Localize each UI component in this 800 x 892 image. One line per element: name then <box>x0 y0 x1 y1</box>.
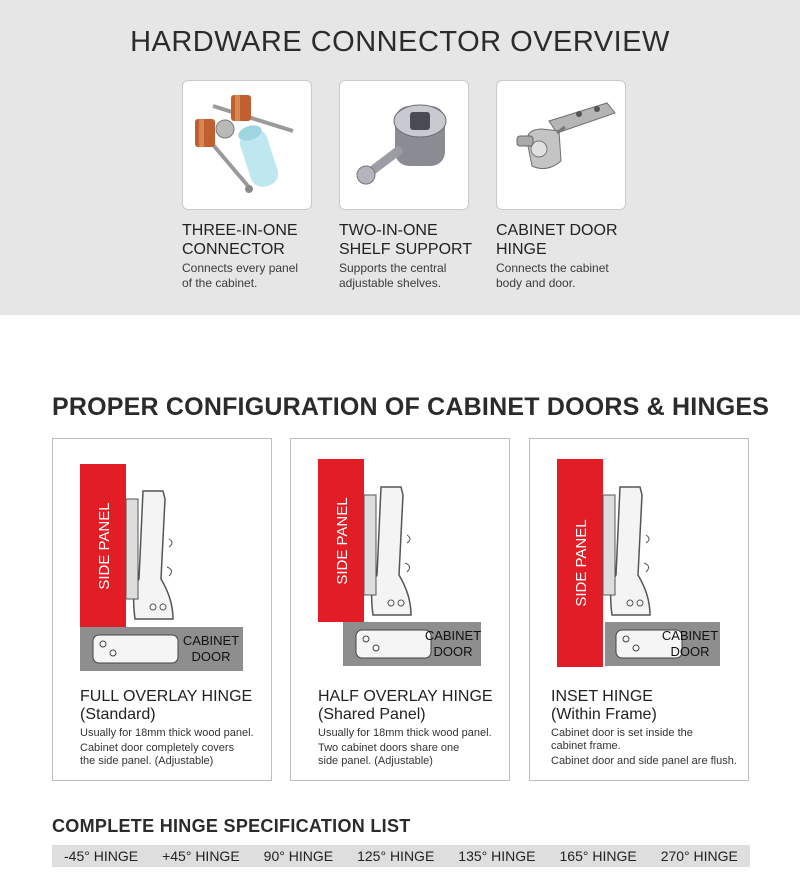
svg-text:DOOR: DOOR <box>191 649 231 664</box>
hinge-note: Cabinet door is set inside the <box>551 727 693 739</box>
spec-list-title: COMPLETE HINGE SPECIFICATION LIST <box>52 816 411 836</box>
hinge-note: Cabinet door and side panel are flush. <box>551 755 737 767</box>
three-in-one-connector-description: Connects every panel of the cabinet. <box>182 261 299 290</box>
three-in-one-connector-icon <box>183 81 313 211</box>
spec-item: 135° HINGE <box>458 848 536 864</box>
half-overlay-hinge-panel <box>290 438 510 781</box>
three-in-one-connector-title: THREE-IN-ONE CONNECTOR <box>182 222 298 258</box>
three-in-one-connector-image <box>182 80 312 210</box>
cabinet-door-label: CABINET <box>182 633 240 648</box>
shelf-support-image <box>339 80 469 210</box>
spec-item: +45° HINGE <box>162 848 240 864</box>
hinge-note: the side panel. (Adjustable) <box>80 755 214 767</box>
svg-text:DOOR: DOOR <box>670 644 710 659</box>
spec-item: 270° HINGE <box>660 848 738 864</box>
spec-item: 90° HINGE <box>263 848 334 864</box>
hinge-name: HALF OVERLAY HINGE (Shared Panel) <box>318 688 493 723</box>
hinge-note: side panel. (Adjustable) <box>318 755 433 767</box>
cabinet-door-hinge-description: Connects the cabinet body and door. <box>496 261 609 290</box>
side-panel-label: SIDE PANEL <box>334 497 351 585</box>
inset-diagram <box>530 439 750 684</box>
hinge-note: Two cabinet doors share one <box>318 742 460 754</box>
hinge-note: cabinet frame. <box>551 740 621 752</box>
hinge-note: Cabinet door completely covers <box>80 742 235 754</box>
hinge-note: Usually for 18mm thick wood panel. <box>80 727 254 739</box>
cabinet-door-label: CABINET <box>424 628 482 643</box>
half-overlay-diagram <box>291 439 511 684</box>
cabinet-door-label: CABINET <box>661 628 719 643</box>
shelf-support-description: Supports the central adjustable shelves. <box>339 261 447 290</box>
cabinet-door-hinge-title: CABINET DOOR HINGE <box>496 222 618 258</box>
side-panel-label: SIDE PANEL <box>96 502 113 590</box>
overview-title: HARDWARE CONNECTOR OVERVIEW <box>130 26 670 58</box>
hinge-note: Usually for 18mm thick wood panel. <box>318 727 492 739</box>
connector-overview-section <box>0 0 800 315</box>
cabinet-hinge-icon <box>497 81 627 211</box>
spec-item: -45° HINGE <box>64 848 139 864</box>
spec-item: 125° HINGE <box>357 848 435 864</box>
svg-text:DOOR: DOOR <box>433 644 473 659</box>
full-overlay-diagram <box>53 439 273 684</box>
hinge-name: FULL OVERLAY HINGE (Standard) <box>80 688 253 723</box>
inset-hinge-panel <box>529 438 749 781</box>
spec-list-bar <box>52 845 750 867</box>
side-panel-label: SIDE PANEL <box>573 519 590 607</box>
spec-item: 165° HINGE <box>559 848 637 864</box>
full-overlay-hinge-panel <box>52 438 272 781</box>
shelf-support-title: TWO-IN-ONE SHELF SUPPORT <box>339 222 473 258</box>
configuration-title: PROPER CONFIGURATION OF CABINET DOORS & HINGES <box>52 393 770 421</box>
cabinet-door-hinge-image <box>496 80 626 210</box>
shelf-support-icon <box>340 81 470 211</box>
hinge-name: INSET HINGE (Within Frame) <box>551 688 657 723</box>
